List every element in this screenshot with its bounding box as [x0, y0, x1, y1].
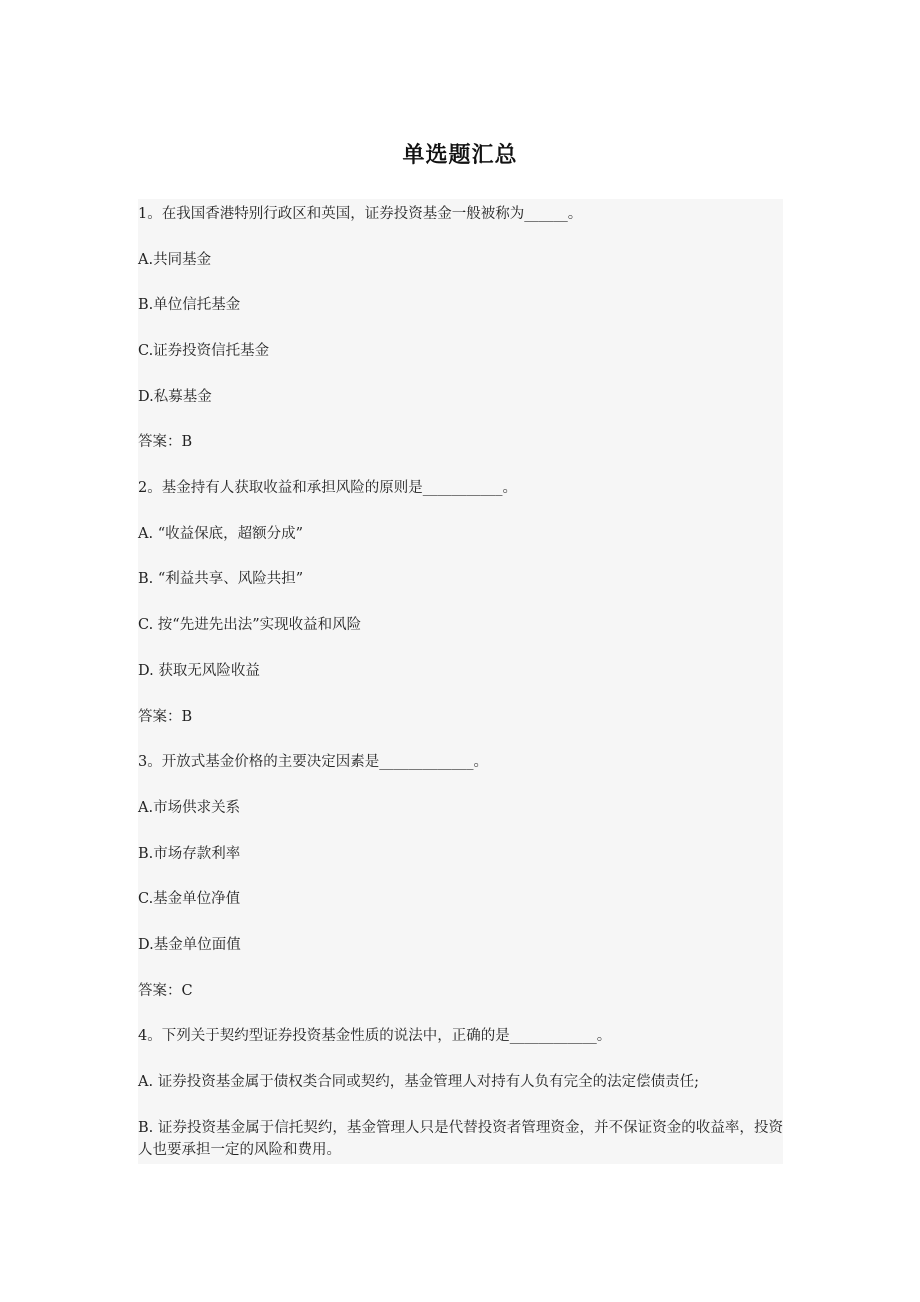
question-4-option-b: B. 证券投资基金属于信托契约，基金管理人只是代替投资者管理资金，并不保证资金的收益率，投资人也要承担一定的风险和费用。: [138, 1120, 783, 1158]
question-4-option-a: A. 证券投资基金属于债权类合同或契约，基金管理人对持有人负有完全的法定偿债责任;: [138, 1074, 700, 1090]
question-1-option-c: C.证券投资信托基金: [138, 343, 270, 359]
question-3-option-a: A.市场供求关系: [138, 800, 241, 816]
question-1-option-b: B.单位信托基金: [138, 297, 241, 313]
question-2-answer: 答案：B: [138, 709, 193, 725]
question-2-option-a: A. “收益保底，超额分成”: [138, 526, 304, 542]
question-1-text: 1。在我国香港特别行政区和英国，证券投资基金一般被称为______。: [138, 206, 583, 222]
document-body: [138, 199, 783, 1164]
question-1-answer: 答案：B: [138, 434, 193, 450]
question-1-option-d: D.私募基金: [138, 389, 212, 405]
question-3-text: 3。开放式基金价格的主要决定因素是_____________。: [138, 754, 488, 770]
question-2-text: 2。基金持有人获取收益和承担风险的原则是___________。: [138, 480, 517, 496]
question-3-option-d: D.基金单位面值: [138, 937, 241, 953]
question-2-option-b: B. “利益共享、风险共担”: [138, 571, 304, 587]
question-3-option-c: C.基金单位净值: [138, 891, 241, 907]
question-2-option-d: D. 获取无风险收益: [138, 663, 260, 679]
question-4-text: 4。下列关于契约型证券投资基金性质的说法中，正确的是____________。: [138, 1028, 612, 1044]
question-3-option-b: B.市场存款利率: [138, 846, 241, 862]
question-3-answer: 答案：C: [138, 983, 193, 999]
question-2-option-c: C. 按“先进先出法”实现收益和风险: [138, 617, 362, 633]
page-title: 单选题汇总: [402, 143, 518, 168]
question-1-option-a: A.共同基金: [138, 252, 212, 268]
